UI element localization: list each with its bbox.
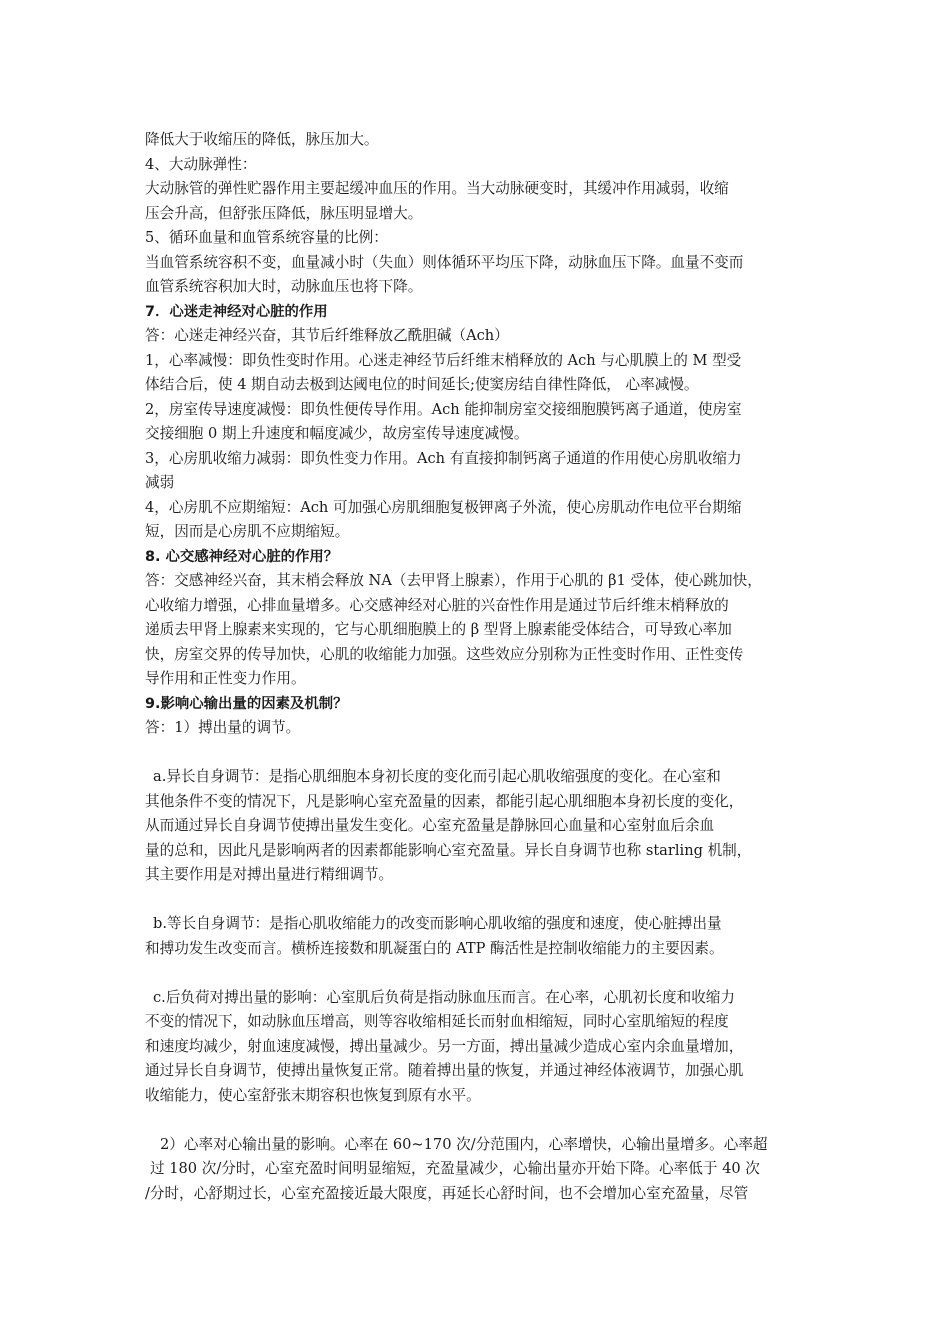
text-line: 大动脉管的弹性贮器作用主要起缓冲血压的作用。当大动脉硬变时，其缓冲作用减弱，收缩 [145, 180, 729, 197]
text-line: 交接细胞 0 期上升速度和幅度减少，故房室传导速度减慢。 [145, 425, 529, 442]
text-line: 快，房室交界的传导加快，心肌的收缩能力加强。这些效应分别称为正性变时作用、正性变传 [145, 645, 744, 663]
section-heading: 8. 心交感神经对心脏的作用？ [145, 548, 339, 565]
text-line: 答：心迷走神经兴奋，其节后纤维释放乙酰胆碱（Ach） [145, 327, 509, 344]
text-line: 5、循环血量和血管系统容量的比例： [145, 229, 388, 246]
text-line: 不变的情况下，如动脉血压增高，则等容收缩相延长而射血相缩短，同时心室肌缩短的程度 [145, 1013, 729, 1030]
text-line: 心收缩力增强，心排血量增多。心交感神经对心脏的兴奋性作用是通过节后纤维末梢释放的 [145, 596, 729, 614]
text-line: 4、大动脉弹性： [145, 155, 257, 173]
text-line: 体结合后，使 4 期自动去极到达阈电位的时间延长;使窦房结自律性降低， 心率减慢。 [145, 376, 699, 393]
text-line: 血管系统容积加大时，动脉血压也将下降。 [145, 278, 423, 295]
text-line: 2）心率对心输出量的影响。心率在 60~170 次/分范围内，心率增快，心输出量增多。心率超 [160, 1135, 768, 1153]
text-line: 从而通过异长自身调节使搏出量发生变化。心室充盈量是静脉回心血量和心室射血后余血 [145, 817, 715, 834]
document-page [145, 128, 810, 1206]
text-line: 3，心房肌收缩力减弱：即负性变力作用。Ach 有直接抑制钙离子通道的作用使心房肌收缩力 [145, 449, 742, 467]
blank-line [145, 1108, 810, 1133]
blank-line [145, 741, 810, 766]
text-line: 其主要作用是对搏出量进行精细调节。 [145, 866, 394, 883]
text-line: 压会升高，但舒张压降低，脉压明显增大。 [145, 204, 423, 222]
blank-line [145, 961, 810, 986]
text-line: 导作用和正性变力作用。 [145, 670, 306, 687]
text-line: 通过异长自身调节，使搏出量恢复正常。随着搏出量的恢复，并通过神经体液调节，加强心肌 [145, 1062, 744, 1079]
text-line: 和搏功发生改变而言。横桥连接数和肌凝蛋白的 ATP 酶活性是控制收缩能力的主要因素。 [145, 939, 724, 957]
text-line: /分时，心舒期过长，心室充盈接近最大限度，再延长心舒时间，也不会增加心室充盈量，尽管 [145, 1184, 749, 1202]
text-line: 过 180 次/分时，心室充盈时间明显缩短，充盈量减少，心输出量亦开始下降。心率低于 40 次 [150, 1160, 760, 1177]
section-heading: 9.影响心输出量的因素及机制？ [145, 695, 348, 712]
text-line: a.异长自身调节：是指心肌细胞本身初长度的变化而引起心肌收缩强度的变化。在心室和 [153, 768, 721, 785]
text-line: 短，因而是心房肌不应期缩短。 [145, 523, 350, 540]
text-line: 答：1）搏出量的调节。 [145, 719, 301, 736]
text-line: c.后负荷对搏出量的影响：心室肌后负荷是指动脉血压而言。在心率，心肌初长度和收缩力 [153, 988, 735, 1006]
text-line: 和速度均减少，射血速度减慢，搏出量减少。另一方面，搏出量减少造成心室内余血量增加， [145, 1037, 744, 1055]
text-line: 1，心率减慢：即负性变时作用。心迷走神经节后纤维末梢释放的 Ach 与心肌膜上的 M 型受 [145, 351, 742, 369]
text-line: 减弱 [145, 474, 175, 491]
text-line: b.等长自身调节：是指心肌收缩能力的改变而影响心肌收缩的强度和速度，使心脏搏出量 [153, 915, 722, 932]
blank-line [145, 888, 810, 913]
text-line: 答：交感神经兴奋，其末梢会释放 NA（去甲肾上腺素），作用于心肌的 β1 受体，使心跳加快， [145, 572, 762, 589]
text-line: 收缩能力，使心室舒张末期容积也恢复到原有水平。 [145, 1086, 481, 1104]
text-line: 2，房室传导速度减慢：即负性便传导作用。Ach 能抑制房室交接细胞膜钙离子通道，使房室 [145, 400, 742, 418]
section-heading: 7．心迷走神经对心脏的作用 [145, 303, 328, 320]
text-line: 4，心房肌不应期缩短：Ach 可加强心房肌细胞复极钾离子外流，使心房肌动作电位平台期缩 [145, 498, 742, 516]
text-line: 其他条件不变的情况下，凡是影响心室充盈量的因素，都能引起心肌细胞本身初长度的变化， [145, 792, 744, 810]
text-line: 量的总和，因此凡是影响两者的因素都能影响心室充盈量。异长自身调节也称 starling 机制， [145, 841, 752, 859]
text-line: 降低大于收缩压的降低，脉压加大。 [145, 131, 379, 148]
text-line: 当血管系统容积不变，血量减小时（失血）则体循环平均压下降，动脉血压下降。血量不变而 [145, 253, 744, 271]
text-line: 递质去甲肾上腺素来实现的，它与心肌细胞膜上的 β 型肾上腺素能受体结合，可导致心率加 [145, 621, 732, 638]
